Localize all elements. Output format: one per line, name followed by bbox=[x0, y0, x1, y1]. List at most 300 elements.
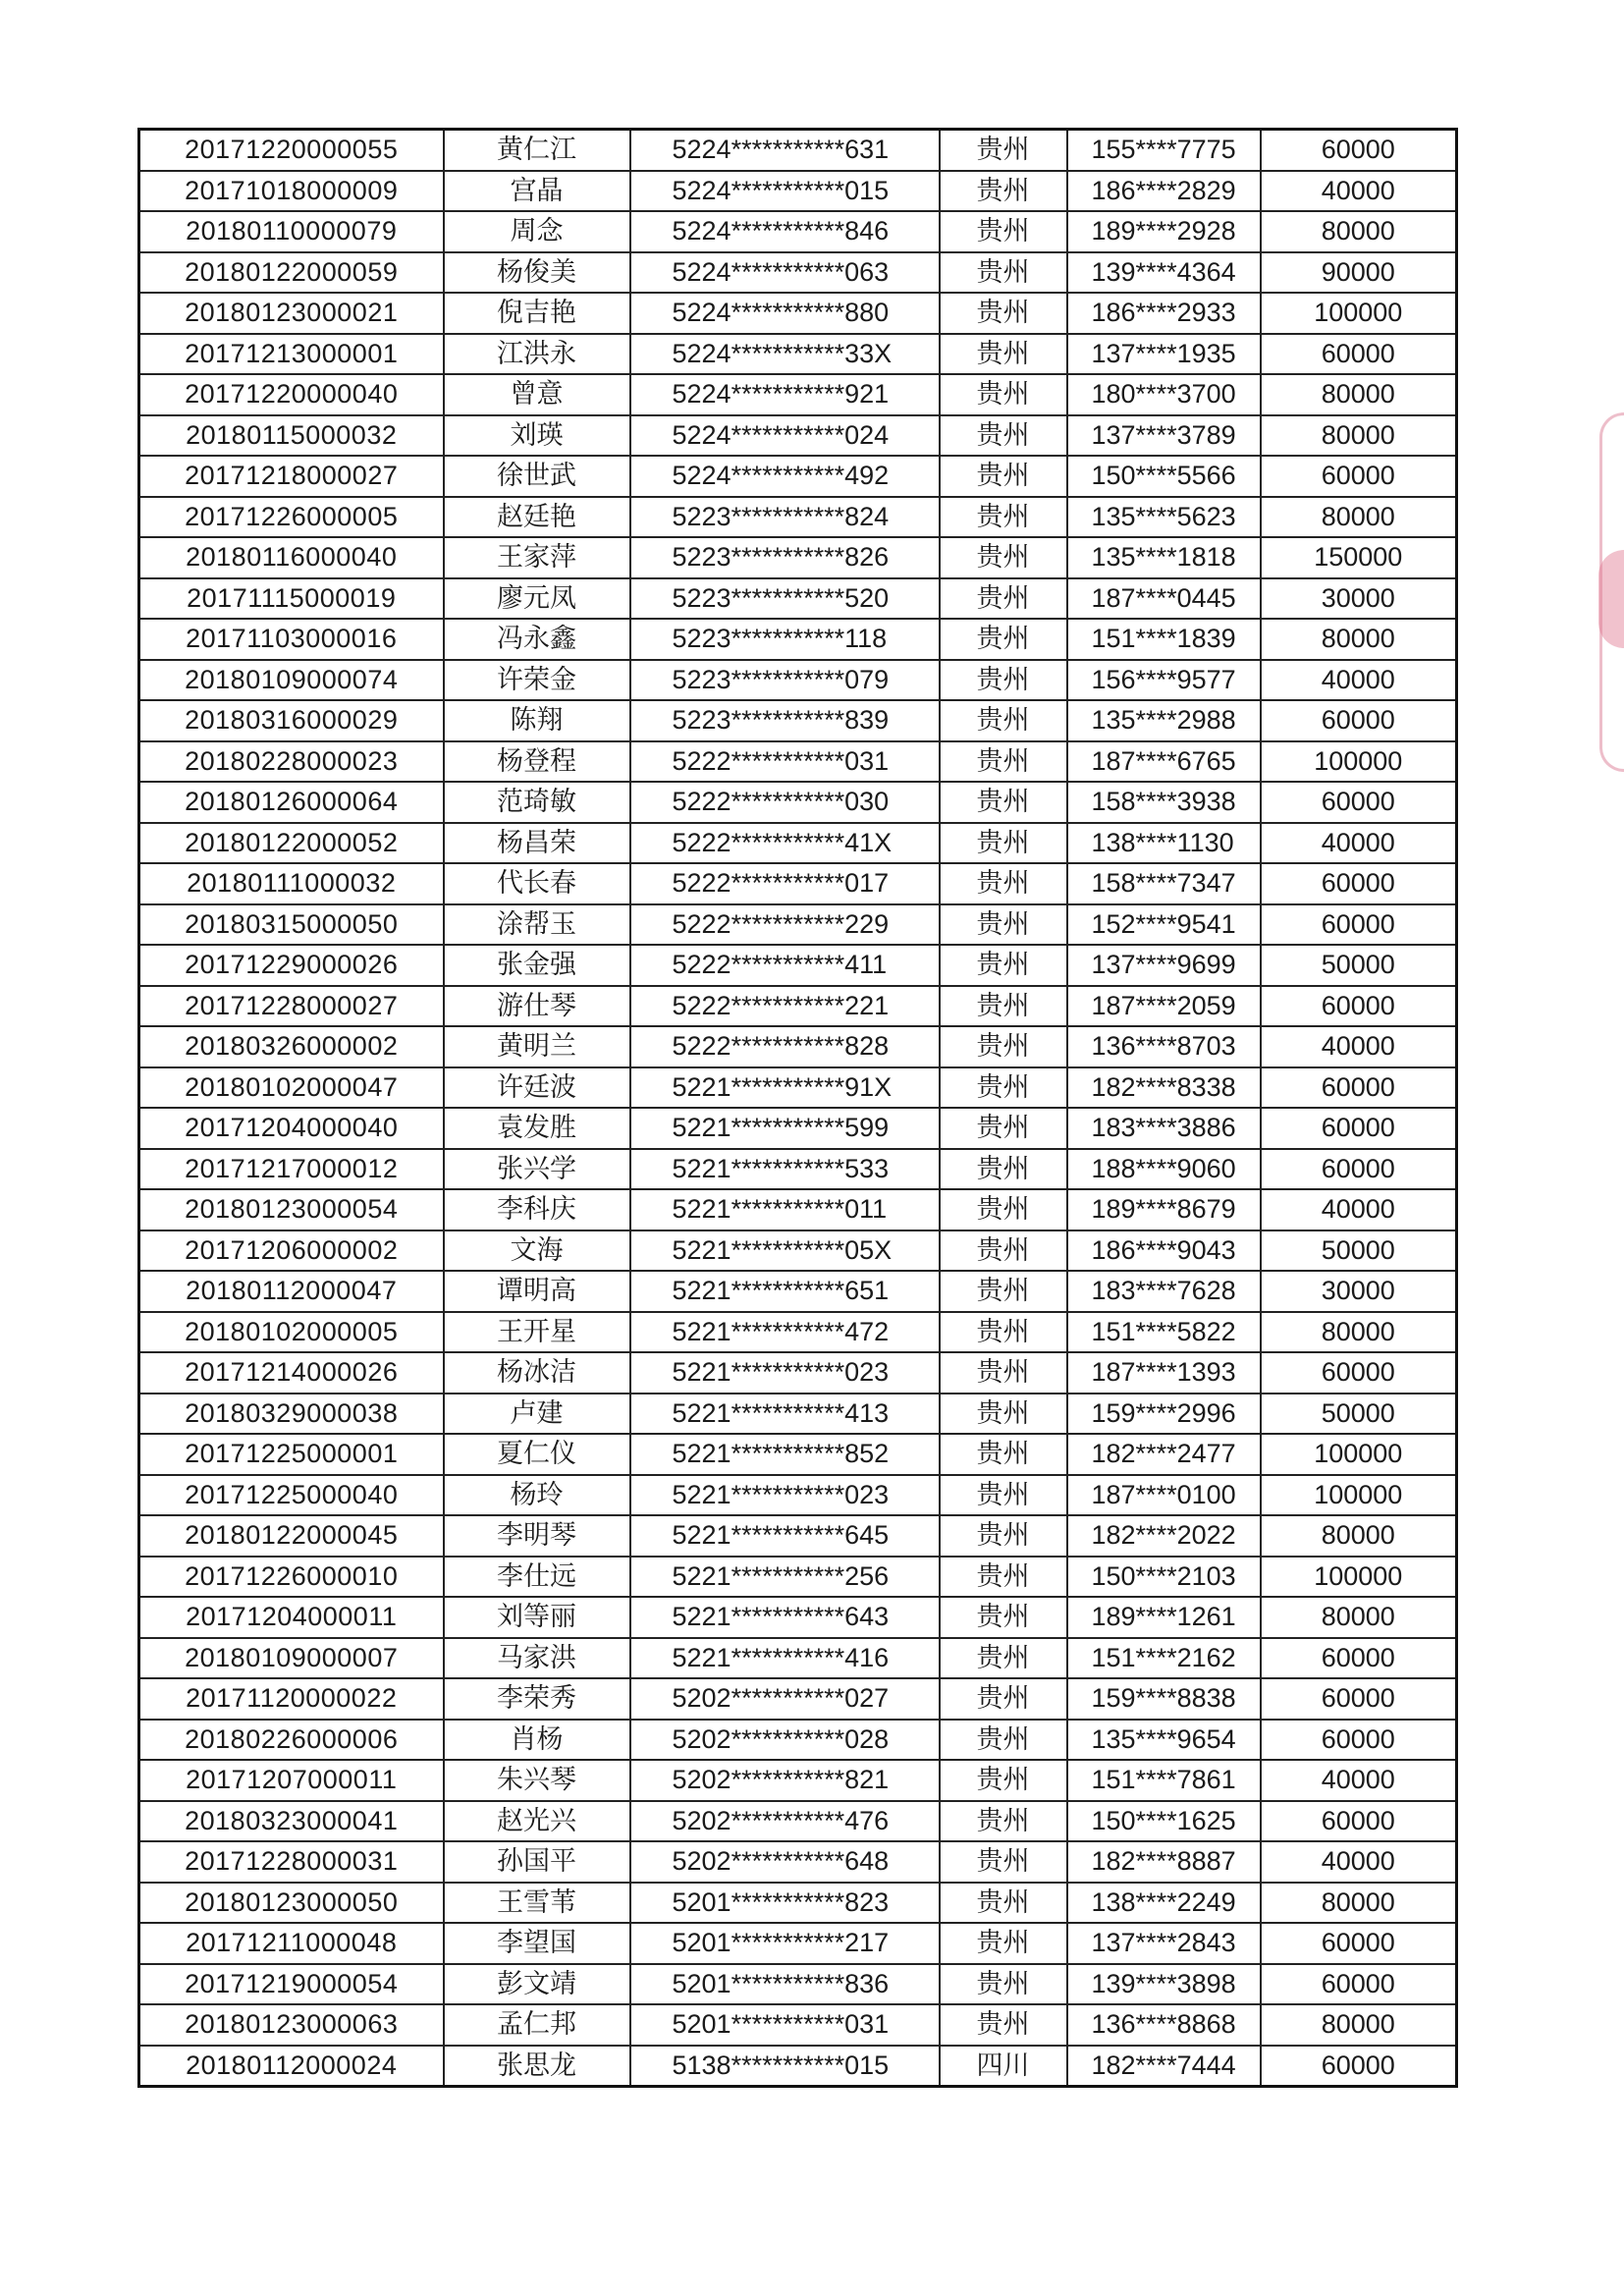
id-card-cell: 5202***********476 bbox=[630, 1801, 940, 1842]
name-cell: 涂帮玉 bbox=[444, 904, 630, 946]
id-card-cell: 5222***********017 bbox=[630, 863, 940, 904]
record-id-cell: 20171228000027 bbox=[139, 986, 444, 1027]
amount-cell: 100000 bbox=[1261, 293, 1457, 334]
province-cell: 贵州 bbox=[940, 415, 1067, 457]
name-cell: 代长春 bbox=[444, 863, 630, 904]
id-card-cell: 5201***********217 bbox=[630, 1923, 940, 1964]
table-row bbox=[139, 1475, 1457, 1516]
record-id-cell: 20180329000038 bbox=[139, 1394, 444, 1435]
amount-cell: 60000 bbox=[1261, 130, 1457, 171]
province-cell: 贵州 bbox=[940, 374, 1067, 415]
table-row bbox=[139, 1841, 1457, 1883]
record-id-cell: 20180316000029 bbox=[139, 700, 444, 741]
amount-cell: 60000 bbox=[1261, 782, 1457, 823]
record-id-cell: 20180122000052 bbox=[139, 823, 444, 864]
red-seal-ink bbox=[1598, 550, 1624, 648]
amount-cell: 50000 bbox=[1261, 1230, 1457, 1272]
amount-cell: 80000 bbox=[1261, 497, 1457, 538]
amount-cell: 60000 bbox=[1261, 1352, 1457, 1394]
record-id-cell: 20180228000023 bbox=[139, 741, 444, 783]
province-cell: 贵州 bbox=[940, 1720, 1067, 1761]
table-row bbox=[139, 863, 1457, 904]
province-cell: 贵州 bbox=[940, 1801, 1067, 1842]
name-cell: 杨昌荣 bbox=[444, 823, 630, 864]
id-card-cell: 5138***********015 bbox=[630, 2046, 940, 2087]
province-cell: 贵州 bbox=[940, 1189, 1067, 1230]
amount-cell: 40000 bbox=[1261, 1026, 1457, 1067]
phone-cell: 189****8679 bbox=[1067, 1189, 1261, 1230]
record-id-cell: 20171120000022 bbox=[139, 1678, 444, 1720]
province-cell: 贵州 bbox=[940, 293, 1067, 334]
table-row bbox=[139, 1149, 1457, 1190]
amount-cell: 50000 bbox=[1261, 945, 1457, 986]
amount-cell: 80000 bbox=[1261, 211, 1457, 252]
record-id-cell: 20180115000032 bbox=[139, 415, 444, 457]
id-card-cell: 5201***********836 bbox=[630, 1964, 940, 2005]
record-id-cell: 20180122000059 bbox=[139, 252, 444, 294]
name-cell: 彭文靖 bbox=[444, 1964, 630, 2005]
phone-cell: 189****2928 bbox=[1067, 211, 1261, 252]
province-cell: 贵州 bbox=[940, 130, 1067, 171]
id-card-cell: 5222***********031 bbox=[630, 741, 940, 783]
phone-cell: 180****3700 bbox=[1067, 374, 1261, 415]
record-id-cell: 20180326000002 bbox=[139, 1026, 444, 1067]
id-card-cell: 5224***********880 bbox=[630, 293, 940, 334]
amount-cell: 60000 bbox=[1261, 904, 1457, 946]
province-cell: 贵州 bbox=[940, 986, 1067, 1027]
table-row bbox=[139, 700, 1457, 741]
table-row bbox=[139, 2004, 1457, 2046]
record-id-cell: 20171219000054 bbox=[139, 1964, 444, 2005]
records-table bbox=[137, 128, 1458, 2088]
id-card-cell: 5202***********648 bbox=[630, 1841, 940, 1883]
amount-cell: 80000 bbox=[1261, 1597, 1457, 1638]
table-row bbox=[139, 537, 1457, 578]
phone-cell: 150****5566 bbox=[1067, 456, 1261, 497]
phone-cell: 136****8868 bbox=[1067, 2004, 1261, 2046]
amount-cell: 40000 bbox=[1261, 660, 1457, 701]
name-cell: 李望国 bbox=[444, 1923, 630, 1964]
province-cell: 贵州 bbox=[940, 1434, 1067, 1475]
amount-cell: 40000 bbox=[1261, 171, 1457, 212]
province-cell: 贵州 bbox=[940, 863, 1067, 904]
province-cell: 贵州 bbox=[940, 456, 1067, 497]
phone-cell: 187****6765 bbox=[1067, 741, 1261, 783]
name-cell: 许荣金 bbox=[444, 660, 630, 701]
table-row bbox=[139, 578, 1457, 620]
record-id-cell: 20171217000012 bbox=[139, 1149, 444, 1190]
name-cell: 杨冰洁 bbox=[444, 1352, 630, 1394]
id-card-cell: 5202***********028 bbox=[630, 1720, 940, 1761]
id-card-cell: 5221***********599 bbox=[630, 1108, 940, 1149]
id-card-cell: 5221***********852 bbox=[630, 1434, 940, 1475]
phone-cell: 186****2829 bbox=[1067, 171, 1261, 212]
record-id-cell: 20171204000040 bbox=[139, 1108, 444, 1149]
record-id-cell: 20180109000007 bbox=[139, 1638, 444, 1679]
name-cell: 肖杨 bbox=[444, 1720, 630, 1761]
amount-cell: 60000 bbox=[1261, 2046, 1457, 2087]
table-row bbox=[139, 334, 1457, 375]
name-cell: 赵光兴 bbox=[444, 1801, 630, 1842]
id-card-cell: 5223***********839 bbox=[630, 700, 940, 741]
province-cell: 贵州 bbox=[940, 660, 1067, 701]
phone-cell: 150****1625 bbox=[1067, 1801, 1261, 1842]
province-cell: 贵州 bbox=[940, 578, 1067, 620]
amount-cell: 100000 bbox=[1261, 1434, 1457, 1475]
record-id-cell: 20171225000040 bbox=[139, 1475, 444, 1516]
table-row bbox=[139, 945, 1457, 986]
table-row bbox=[139, 1434, 1457, 1475]
phone-cell: 182****7444 bbox=[1067, 2046, 1261, 2087]
province-cell: 贵州 bbox=[940, 334, 1067, 375]
province-cell: 贵州 bbox=[940, 741, 1067, 783]
name-cell: 卢建 bbox=[444, 1394, 630, 1435]
phone-cell: 187****0445 bbox=[1067, 578, 1261, 620]
record-id-cell: 20180315000050 bbox=[139, 904, 444, 946]
amount-cell: 60000 bbox=[1261, 863, 1457, 904]
province-cell: 贵州 bbox=[940, 497, 1067, 538]
table-row bbox=[139, 1720, 1457, 1761]
province-cell: 贵州 bbox=[940, 1108, 1067, 1149]
amount-cell: 60000 bbox=[1261, 1108, 1457, 1149]
name-cell: 李明琴 bbox=[444, 1515, 630, 1557]
name-cell: 倪吉艳 bbox=[444, 293, 630, 334]
province-cell: 贵州 bbox=[940, 2004, 1067, 2046]
id-card-cell: 5222***********221 bbox=[630, 986, 940, 1027]
name-cell: 杨玲 bbox=[444, 1475, 630, 1516]
name-cell: 李荣秀 bbox=[444, 1678, 630, 1720]
province-cell: 贵州 bbox=[940, 1883, 1067, 1924]
name-cell: 宫晶 bbox=[444, 171, 630, 212]
table-row bbox=[139, 293, 1457, 334]
table-row bbox=[139, 1230, 1457, 1272]
name-cell: 王雪苇 bbox=[444, 1883, 630, 1924]
province-cell: 贵州 bbox=[940, 904, 1067, 946]
phone-cell: 155****7775 bbox=[1067, 130, 1261, 171]
name-cell: 马家洪 bbox=[444, 1638, 630, 1679]
province-cell: 贵州 bbox=[940, 1312, 1067, 1353]
record-id-cell: 20180123000063 bbox=[139, 2004, 444, 2046]
id-card-cell: 5222***********030 bbox=[630, 782, 940, 823]
id-card-cell: 5222***********828 bbox=[630, 1026, 940, 1067]
id-card-cell: 5222***********229 bbox=[630, 904, 940, 946]
phone-cell: 183****3886 bbox=[1067, 1108, 1261, 1149]
phone-cell: 139****4364 bbox=[1067, 252, 1261, 294]
name-cell: 孟仁邦 bbox=[444, 2004, 630, 2046]
phone-cell: 186****9043 bbox=[1067, 1230, 1261, 1272]
phone-cell: 182****2477 bbox=[1067, 1434, 1261, 1475]
records-body bbox=[139, 130, 1457, 2087]
record-id-cell: 20180109000074 bbox=[139, 660, 444, 701]
province-cell: 贵州 bbox=[940, 1964, 1067, 2005]
province-cell: 贵州 bbox=[940, 1067, 1067, 1109]
id-card-cell: 5202***********027 bbox=[630, 1678, 940, 1720]
table-row bbox=[139, 1515, 1457, 1557]
id-card-cell: 5221***********413 bbox=[630, 1394, 940, 1435]
province-cell: 贵州 bbox=[940, 1475, 1067, 1516]
name-cell: 谭明高 bbox=[444, 1271, 630, 1312]
phone-cell: 182****8887 bbox=[1067, 1841, 1261, 1883]
amount-cell: 100000 bbox=[1261, 1475, 1457, 1516]
id-card-cell: 5223***********826 bbox=[630, 537, 940, 578]
name-cell: 游仕琴 bbox=[444, 986, 630, 1027]
amount-cell: 40000 bbox=[1261, 1760, 1457, 1801]
id-card-cell: 5223***********520 bbox=[630, 578, 940, 620]
id-card-cell: 5221***********91X bbox=[630, 1067, 940, 1109]
name-cell: 黄明兰 bbox=[444, 1026, 630, 1067]
id-card-cell: 5221***********643 bbox=[630, 1597, 940, 1638]
id-card-cell: 5223***********079 bbox=[630, 660, 940, 701]
table-row bbox=[139, 1638, 1457, 1679]
amount-cell: 100000 bbox=[1261, 1557, 1457, 1598]
record-id-cell: 20180112000047 bbox=[139, 1271, 444, 1312]
record-id-cell: 20171214000026 bbox=[139, 1352, 444, 1394]
table-row bbox=[139, 130, 1457, 171]
phone-cell: 136****8703 bbox=[1067, 1026, 1261, 1067]
table-row bbox=[139, 1026, 1457, 1067]
record-id-cell: 20171204000011 bbox=[139, 1597, 444, 1638]
amount-cell: 80000 bbox=[1261, 619, 1457, 660]
phone-cell: 183****7628 bbox=[1067, 1271, 1261, 1312]
name-cell: 刘瑛 bbox=[444, 415, 630, 457]
record-id-cell: 20180126000064 bbox=[139, 782, 444, 823]
phone-cell: 135****9654 bbox=[1067, 1720, 1261, 1761]
table-row bbox=[139, 1271, 1457, 1312]
phone-cell: 152****9541 bbox=[1067, 904, 1261, 946]
phone-cell: 137****1935 bbox=[1067, 334, 1261, 375]
province-cell: 贵州 bbox=[940, 1271, 1067, 1312]
table-row bbox=[139, 986, 1457, 1027]
province-cell: 贵州 bbox=[940, 1394, 1067, 1435]
name-cell: 朱兴琴 bbox=[444, 1760, 630, 1801]
table-row bbox=[139, 741, 1457, 783]
record-id-cell: 20180123000021 bbox=[139, 293, 444, 334]
phone-cell: 151****2162 bbox=[1067, 1638, 1261, 1679]
phone-cell: 138****1130 bbox=[1067, 823, 1261, 864]
name-cell: 黄仁江 bbox=[444, 130, 630, 171]
record-id-cell: 20180111000032 bbox=[139, 863, 444, 904]
table-row bbox=[139, 1964, 1457, 2005]
id-card-cell: 5222***********411 bbox=[630, 945, 940, 986]
id-card-cell: 5221***********256 bbox=[630, 1557, 940, 1598]
name-cell: 许廷波 bbox=[444, 1067, 630, 1109]
id-card-cell: 5224***********846 bbox=[630, 211, 940, 252]
province-cell: 贵州 bbox=[940, 700, 1067, 741]
id-card-cell: 5222***********41X bbox=[630, 823, 940, 864]
province-cell: 贵州 bbox=[940, 823, 1067, 864]
amount-cell: 100000 bbox=[1261, 741, 1457, 783]
name-cell: 曾意 bbox=[444, 374, 630, 415]
id-card-cell: 5221***********533 bbox=[630, 1149, 940, 1190]
phone-cell: 187****2059 bbox=[1067, 986, 1261, 1027]
province-cell: 贵州 bbox=[940, 945, 1067, 986]
phone-cell: 158****3938 bbox=[1067, 782, 1261, 823]
name-cell: 刘等丽 bbox=[444, 1597, 630, 1638]
name-cell: 江洪永 bbox=[444, 334, 630, 375]
phone-cell: 151****7861 bbox=[1067, 1760, 1261, 1801]
name-cell: 张兴学 bbox=[444, 1149, 630, 1190]
id-card-cell: 5201***********823 bbox=[630, 1883, 940, 1924]
amount-cell: 60000 bbox=[1261, 700, 1457, 741]
name-cell: 赵廷艳 bbox=[444, 497, 630, 538]
record-id-cell: 20180123000050 bbox=[139, 1883, 444, 1924]
amount-cell: 40000 bbox=[1261, 1841, 1457, 1883]
table-row bbox=[139, 1108, 1457, 1149]
phone-cell: 156****9577 bbox=[1067, 660, 1261, 701]
province-cell: 贵州 bbox=[940, 211, 1067, 252]
province-cell: 贵州 bbox=[940, 171, 1067, 212]
phone-cell: 159****8838 bbox=[1067, 1678, 1261, 1720]
table-row bbox=[139, 660, 1457, 701]
province-cell: 贵州 bbox=[940, 619, 1067, 660]
table-row bbox=[139, 1394, 1457, 1435]
table-row bbox=[139, 1760, 1457, 1801]
table-row bbox=[139, 782, 1457, 823]
id-card-cell: 5223***********118 bbox=[630, 619, 940, 660]
amount-cell: 150000 bbox=[1261, 537, 1457, 578]
name-cell: 夏仁仪 bbox=[444, 1434, 630, 1475]
province-cell: 贵州 bbox=[940, 782, 1067, 823]
province-cell: 贵州 bbox=[940, 1923, 1067, 1964]
phone-cell: 151****1839 bbox=[1067, 619, 1261, 660]
amount-cell: 60000 bbox=[1261, 1801, 1457, 1842]
table-row bbox=[139, 1923, 1457, 1964]
table-row bbox=[139, 1189, 1457, 1230]
record-id-cell: 20171018000009 bbox=[139, 171, 444, 212]
name-cell: 李科庆 bbox=[444, 1189, 630, 1230]
name-cell: 杨登程 bbox=[444, 741, 630, 783]
province-cell: 贵州 bbox=[940, 537, 1067, 578]
table-row bbox=[139, 904, 1457, 946]
amount-cell: 30000 bbox=[1261, 1271, 1457, 1312]
phone-cell: 135****1818 bbox=[1067, 537, 1261, 578]
province-cell: 贵州 bbox=[940, 252, 1067, 294]
name-cell: 杨俊美 bbox=[444, 252, 630, 294]
table-row bbox=[139, 252, 1457, 294]
id-card-cell: 5221***********651 bbox=[630, 1271, 940, 1312]
record-id-cell: 20180116000040 bbox=[139, 537, 444, 578]
name-cell: 张思龙 bbox=[444, 2046, 630, 2087]
id-card-cell: 5221***********023 bbox=[630, 1352, 940, 1394]
id-card-cell: 5223***********824 bbox=[630, 497, 940, 538]
phone-cell: 137****2843 bbox=[1067, 1923, 1261, 1964]
id-card-cell: 5224***********921 bbox=[630, 374, 940, 415]
phone-cell: 138****2249 bbox=[1067, 1883, 1261, 1924]
record-id-cell: 20171206000002 bbox=[139, 1230, 444, 1272]
phone-cell: 159****2996 bbox=[1067, 1394, 1261, 1435]
id-card-cell: 5221***********645 bbox=[630, 1515, 940, 1557]
phone-cell: 189****1261 bbox=[1067, 1597, 1261, 1638]
record-id-cell: 20171218000027 bbox=[139, 456, 444, 497]
amount-cell: 60000 bbox=[1261, 1964, 1457, 2005]
name-cell: 孙国平 bbox=[444, 1841, 630, 1883]
amount-cell: 80000 bbox=[1261, 1515, 1457, 1557]
record-id-cell: 20171225000001 bbox=[139, 1434, 444, 1475]
phone-cell: 158****7347 bbox=[1067, 863, 1261, 904]
phone-cell: 139****3898 bbox=[1067, 1964, 1261, 2005]
record-id-cell: 20180122000045 bbox=[139, 1515, 444, 1557]
record-id-cell: 20180102000047 bbox=[139, 1067, 444, 1109]
table-row bbox=[139, 2046, 1457, 2087]
record-id-cell: 20171220000040 bbox=[139, 374, 444, 415]
id-card-cell: 5224***********063 bbox=[630, 252, 940, 294]
province-cell: 贵州 bbox=[940, 1638, 1067, 1679]
table-row bbox=[139, 211, 1457, 252]
name-cell: 廖元凤 bbox=[444, 578, 630, 620]
phone-cell: 151****5822 bbox=[1067, 1312, 1261, 1353]
amount-cell: 80000 bbox=[1261, 374, 1457, 415]
id-card-cell: 5221***********472 bbox=[630, 1312, 940, 1353]
record-id-cell: 20180323000041 bbox=[139, 1801, 444, 1842]
name-cell: 冯永鑫 bbox=[444, 619, 630, 660]
record-id-cell: 20171226000010 bbox=[139, 1557, 444, 1598]
phone-cell: 187****0100 bbox=[1067, 1475, 1261, 1516]
name-cell: 张金强 bbox=[444, 945, 630, 986]
amount-cell: 60000 bbox=[1261, 986, 1457, 1027]
record-id-cell: 20171226000005 bbox=[139, 497, 444, 538]
id-card-cell: 5224***********024 bbox=[630, 415, 940, 457]
record-id-cell: 20171228000031 bbox=[139, 1841, 444, 1883]
record-id-cell: 20171115000019 bbox=[139, 578, 444, 620]
province-cell: 四川 bbox=[940, 2046, 1067, 2087]
table-row bbox=[139, 1312, 1457, 1353]
province-cell: 贵州 bbox=[940, 1515, 1067, 1557]
province-cell: 贵州 bbox=[940, 1026, 1067, 1067]
record-id-cell: 20180102000005 bbox=[139, 1312, 444, 1353]
province-cell: 贵州 bbox=[940, 1557, 1067, 1598]
amount-cell: 80000 bbox=[1261, 415, 1457, 457]
province-cell: 贵州 bbox=[940, 1352, 1067, 1394]
table-row bbox=[139, 171, 1457, 212]
province-cell: 贵州 bbox=[940, 1597, 1067, 1638]
phone-cell: 187****1393 bbox=[1067, 1352, 1261, 1394]
id-card-cell: 5221***********011 bbox=[630, 1189, 940, 1230]
id-card-cell: 5221***********416 bbox=[630, 1638, 940, 1679]
amount-cell: 60000 bbox=[1261, 334, 1457, 375]
table-row bbox=[139, 456, 1457, 497]
id-card-cell: 5224***********492 bbox=[630, 456, 940, 497]
amount-cell: 40000 bbox=[1261, 823, 1457, 864]
name-cell: 王开星 bbox=[444, 1312, 630, 1353]
table-row bbox=[139, 1801, 1457, 1842]
name-cell: 周念 bbox=[444, 211, 630, 252]
id-card-cell: 5224***********015 bbox=[630, 171, 940, 212]
record-id-cell: 20171103000016 bbox=[139, 619, 444, 660]
phone-cell: 135****5623 bbox=[1067, 497, 1261, 538]
record-id-cell: 20171213000001 bbox=[139, 334, 444, 375]
amount-cell: 40000 bbox=[1261, 1189, 1457, 1230]
province-cell: 贵州 bbox=[940, 1149, 1067, 1190]
amount-cell: 60000 bbox=[1261, 1678, 1457, 1720]
table-row bbox=[139, 1883, 1457, 1924]
amount-cell: 60000 bbox=[1261, 1923, 1457, 1964]
province-cell: 贵州 bbox=[940, 1841, 1067, 1883]
amount-cell: 80000 bbox=[1261, 1883, 1457, 1924]
phone-cell: 182****2022 bbox=[1067, 1515, 1261, 1557]
amount-cell: 50000 bbox=[1261, 1394, 1457, 1435]
phone-cell: 188****9060 bbox=[1067, 1149, 1261, 1190]
name-cell: 王家萍 bbox=[444, 537, 630, 578]
table-row bbox=[139, 1557, 1457, 1598]
table-row bbox=[139, 1067, 1457, 1109]
record-id-cell: 20171207000011 bbox=[139, 1760, 444, 1801]
table-row bbox=[139, 823, 1457, 864]
id-card-cell: 5221***********023 bbox=[630, 1475, 940, 1516]
record-id-cell: 20180112000024 bbox=[139, 2046, 444, 2087]
name-cell: 陈翔 bbox=[444, 700, 630, 741]
record-id-cell: 20180110000079 bbox=[139, 211, 444, 252]
amount-cell: 60000 bbox=[1261, 1149, 1457, 1190]
